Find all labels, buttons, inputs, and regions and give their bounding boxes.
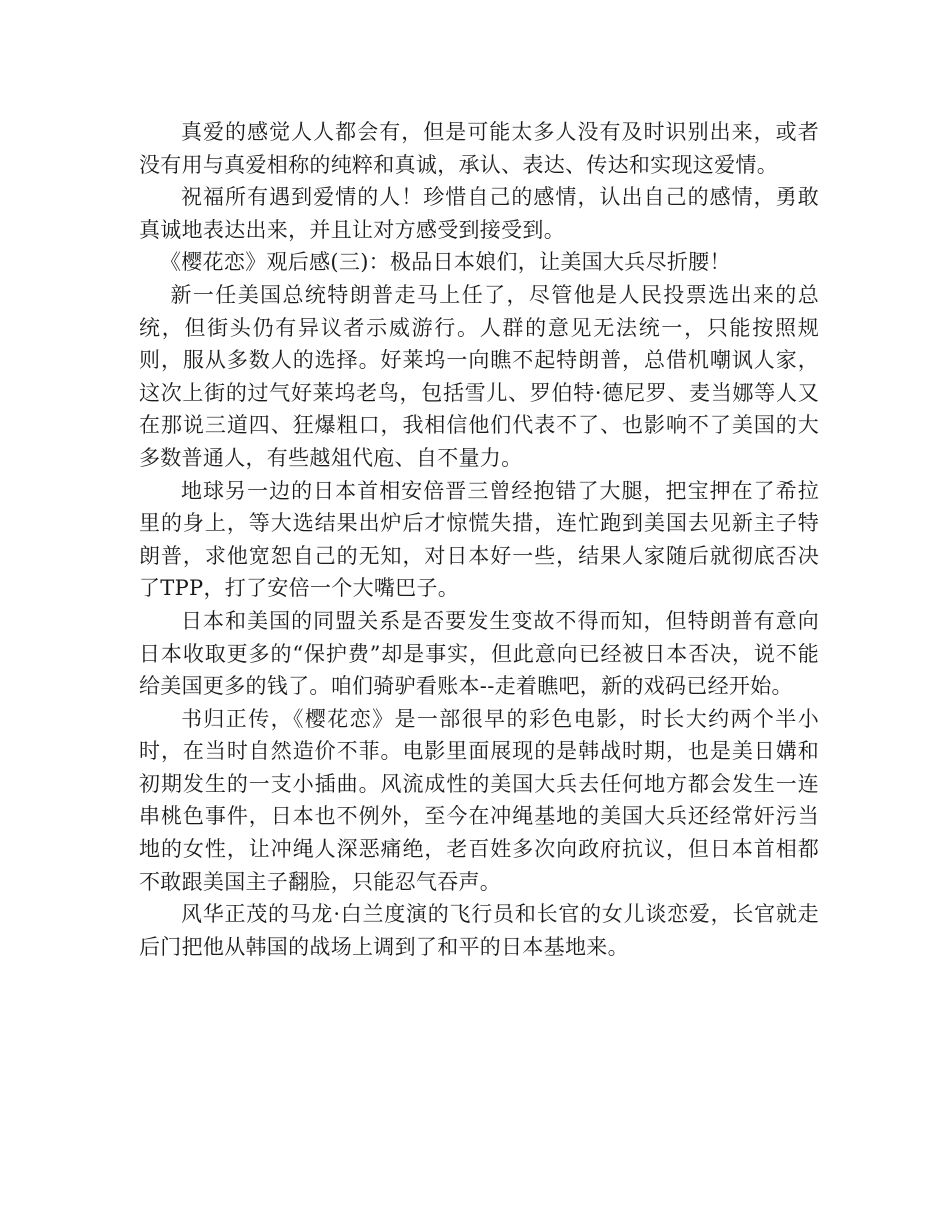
paragraph-alliance: 日本和美国的同盟关系是否要发生变故不得而知，但特朗普有意向日本收取更多的“保护费”却是事实，但此意向已经被日本否决，说不能给美国更多的钱了。咱们骑驴看账本--走着瞧吧，新的戏码已经开始。 <box>139 608 819 699</box>
document-body <box>139 116 819 963</box>
paragraph-blessing: 祝福所有遇到爱情的人！珍惜自己的感情，认出自己的感情，勇敢真诚地表达出来，并且让对方感受到接受到。 <box>139 185 819 242</box>
paragraph-abe: 地球另一边的日本首相安倍晋三曾经抱错了大腿，把宝押在了希拉里的身上，等大选结果出炉后才惊慌失措，连忙跑到美国去见新主子特朗普，求他宽恕自己的无知，对日本好一些，结果人家随后就彻底否决了TPP，打了安倍一个大嘴巴子。 <box>139 478 819 601</box>
paragraph-film: 书归正传，《樱花恋》是一部很早的彩色电影，时长大约两个半小时，在当时自然造价不菲。电影里面展现的是韩战时期，也是美日媾和初期发生的一支小插曲。风流成性的美国大兵去任何地方都会发生一连串桃色事件，日本也不例外，至今在冲绳基地的美国大兵还经常奸污当地的女性，让冲绳人深恶痛绝，老百姓多次向政府抗议，但日本首相都不敢跟美国主子翻脸，只能忍气吞声。 <box>139 706 819 894</box>
paragraph-true-love: 真爱的感觉人人都会有，但是可能太多人没有及时识别出来，或者没有用与真爱相称的纯粹和真诚，承认、表达、传达和实现这爱情。 <box>139 120 819 177</box>
paragraph-trump: 新一任美国总统特朗普走马上任了，尽管他是人民投票选出来的总统，但街头仍有异议者示威游行。人群的意见无法统一，只能按照规则，服从多数人的选择。好莱坞一向瞧不起特朗普，总借机嘲讽人家，这次上街的过气好莱坞老鸟，包括雪儿、罗伯特·德尼罗、麦当娜等人又在那说三道四、狂爆粗口，我相信他们代表不了、也影响不了美国的大多数普通人，有些越俎代庖、自不量力。 <box>139 282 819 470</box>
section-heading: 《樱花恋》观后感(三)：极品日本娘们，让美国大兵尽折腰！ <box>160 250 731 275</box>
paragraph-brando: 风华正茂的马龙·白兰度演的飞行员和长官的女儿谈恋爱，长官就走后门把他从韩国的战场上调到了和平的日本基地来。 <box>139 902 819 959</box>
